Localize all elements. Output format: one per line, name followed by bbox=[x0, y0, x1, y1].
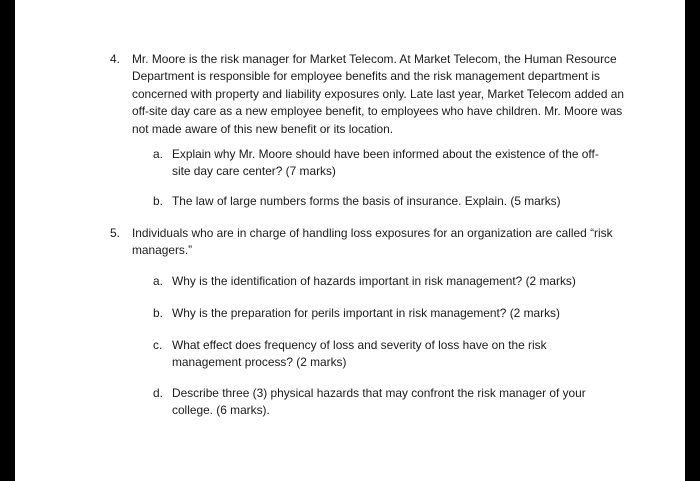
question-4-part-b bbox=[153, 193, 613, 210]
question-5-part-a bbox=[153, 273, 613, 290]
part-label: c. bbox=[153, 338, 163, 352]
part-text: The law of large numbers forms the basis of insurance. Explain. (5 marks) bbox=[172, 194, 561, 208]
question-4-part-a bbox=[153, 146, 613, 181]
part-text: Describe three (3) physical hazards that may confront the risk manager of your college. (6 marks). bbox=[172, 386, 586, 418]
part-text: Why is the preparation for perils important in risk management? (2 marks) bbox=[172, 306, 560, 320]
part-label: d. bbox=[153, 386, 163, 400]
part-label: b. bbox=[153, 194, 163, 208]
part-text: Explain why Mr. Moore should have been informed about the existence of the off-site day care center? (7 marks) bbox=[172, 147, 599, 179]
question-text: Individuals who are in charge of handling loss exposures for an organization are called “risk managers.” bbox=[132, 226, 613, 258]
part-text: What effect does frequency of loss and severity of loss have on the risk management process? (2 marks) bbox=[172, 338, 547, 370]
question-number: 5. bbox=[110, 226, 120, 240]
question-5-part-c bbox=[153, 337, 613, 372]
part-label: a. bbox=[153, 147, 163, 161]
question-5-part-b bbox=[153, 305, 613, 322]
question-text: Mr. Moore is the risk manager for Market Telecom. At Market Telecom, the Human Resource Department is responsible for employee benefits and the risk management department is concerned with property and liability exposures only. Late last year, Market Telecom added an off-site day care as a new employee benefit, to employees who have children. Mr. Moore was not made aware of this new benefit or its location. bbox=[132, 52, 624, 136]
question-5-part-d bbox=[153, 385, 613, 420]
part-text: Why is the identification of hazards important in risk management? (2 marks) bbox=[172, 274, 576, 288]
question-5 bbox=[110, 225, 630, 260]
question-4 bbox=[110, 51, 630, 138]
part-label: a. bbox=[153, 274, 163, 288]
question-number: 4. bbox=[110, 52, 120, 66]
part-label: b. bbox=[153, 306, 163, 320]
document-page bbox=[15, 0, 685, 481]
